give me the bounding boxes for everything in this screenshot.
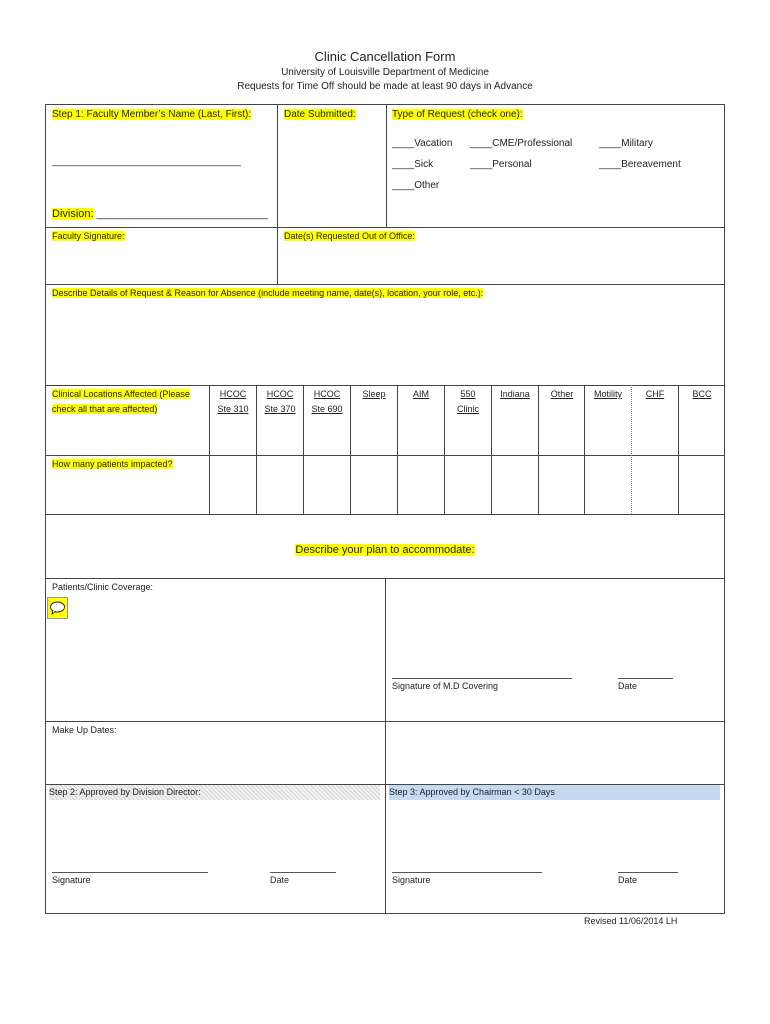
md-signature-label: Signature of M.D Covering [392, 681, 499, 691]
location-line1: CHF [645, 389, 665, 399]
option-personal[interactable]: ____Personal [470, 159, 532, 170]
location-line1: 550 [460, 389, 476, 399]
division-field[interactable] [52, 207, 268, 221]
step3-label-cell [389, 785, 720, 800]
director-signature-label: Signature [52, 875, 91, 885]
location-hcoc-310[interactable] [210, 387, 256, 417]
location-bcc[interactable] [679, 387, 725, 402]
location-line1: Sleep [362, 389, 386, 399]
table-right-border [724, 104, 725, 914]
location-line2: Ste 690 [311, 404, 343, 414]
option-bereavement[interactable]: ____Bereavement [599, 159, 681, 170]
location-line1: HCOC [266, 389, 294, 399]
form-subtitle: University of Louisville Department of Medicine [281, 67, 489, 78]
option-military[interactable]: ____Military [599, 138, 653, 149]
request-type-label: Type of Request (check one): [392, 109, 523, 120]
row-divider [45, 385, 725, 386]
dates-requested-cell [284, 229, 415, 244]
director-date-label: Date [270, 875, 290, 885]
col-divider [397, 385, 398, 514]
row-divider [45, 455, 725, 456]
col-divider [386, 104, 387, 227]
locations-label: Clinical Locations Affected (Please check all that are affected) [52, 389, 190, 414]
date-submitted-cell [284, 108, 356, 122]
row-divider [45, 514, 725, 515]
faculty-signature-label: Faculty Signature: [52, 231, 125, 241]
details-cell [52, 286, 483, 301]
col-divider [678, 385, 679, 514]
md-date-label: Date [618, 681, 638, 691]
revision-note: Revised 11/06/2014 LH [584, 916, 678, 926]
faculty-signature-cell [52, 229, 125, 244]
option-sick[interactable]: ____Sick [392, 159, 434, 170]
request-type-cell [392, 108, 523, 122]
location-hcoc-690[interactable] [304, 387, 350, 417]
details-label: Describe Details of Request & Reason for Absence (include meeting name, date(s), location, your role, etc.): [52, 288, 484, 298]
row-divider [45, 227, 725, 228]
location-motility[interactable] [585, 387, 631, 402]
col-divider [350, 385, 351, 514]
makeup-dates-label: Make Up Dates: [52, 725, 117, 735]
col-divider [491, 385, 492, 514]
plan-heading-cell [45, 544, 725, 556]
location-line1: HCOC [219, 389, 247, 399]
location-line1: AIM [412, 389, 429, 399]
col-divider [631, 385, 632, 514]
col-divider [385, 578, 386, 913]
location-other[interactable] [539, 387, 585, 402]
location-sleep[interactable] [351, 387, 397, 402]
location-line2: Clinic [456, 404, 479, 414]
location-line2: Ste 370 [264, 404, 296, 414]
plan-heading: Describe your plan to accommodate: [295, 544, 475, 556]
date-submitted-label: Date Submitted: [284, 109, 356, 120]
location-line1: BCC [692, 389, 712, 399]
chairman-date-label: Date [618, 875, 638, 885]
location-indiana[interactable] [492, 387, 538, 402]
location-line1: Other [550, 389, 574, 399]
location-line2: Ste 310 [217, 404, 249, 414]
row-divider [45, 284, 725, 285]
col-divider [538, 385, 539, 514]
option-vacation[interactable]: ____Vacation [392, 138, 453, 149]
locations-cell [52, 387, 202, 417]
location-hcoc-370[interactable] [257, 387, 303, 417]
location-aim[interactable] [398, 387, 444, 402]
faculty-name-cell [52, 108, 251, 122]
dates-requested-label: Date(s) Requested Out of Office: [284, 231, 415, 241]
faculty-name-label: Step 1: Faculty Member’s Name (Last, First): [52, 109, 252, 120]
location-line1: HCOC [313, 389, 341, 399]
col-divider [584, 385, 585, 514]
division-label: Division: [52, 208, 94, 220]
step2-label-cell [49, 785, 380, 800]
table-left-border [45, 104, 46, 914]
patients-impacted-label: How many patients impacted? [52, 459, 173, 469]
form-title: Clinic Cancellation Form [314, 49, 456, 64]
division-blank[interactable]: ____________________________ [93, 208, 268, 220]
step2-label: Step 2: Approved by Division Director: [49, 787, 201, 797]
form-notice: Requests for Time Off should be made at least 90 days in Advance [237, 81, 533, 92]
location-550-clinic[interactable] [445, 387, 491, 417]
col-divider [277, 104, 278, 284]
location-chf[interactable] [632, 387, 678, 402]
coverage-label: Patients/Clinic Coverage: [52, 582, 154, 592]
comment-icon[interactable] [47, 597, 68, 619]
faculty-name-blank[interactable]: __________________________________ [52, 156, 242, 167]
chairman-signature-label: Signature [392, 875, 431, 885]
option-other[interactable]: ____Other [392, 180, 440, 191]
step3-label: Step 3: Approved by Chairman < 30 Days [389, 787, 555, 797]
table-top-border [45, 104, 725, 105]
patients-impacted-cell [52, 457, 173, 472]
location-line1: Motility [593, 389, 622, 399]
option-cme-professional[interactable]: ____CME/Professional [470, 138, 573, 149]
location-line1: Indiana [500, 389, 530, 399]
